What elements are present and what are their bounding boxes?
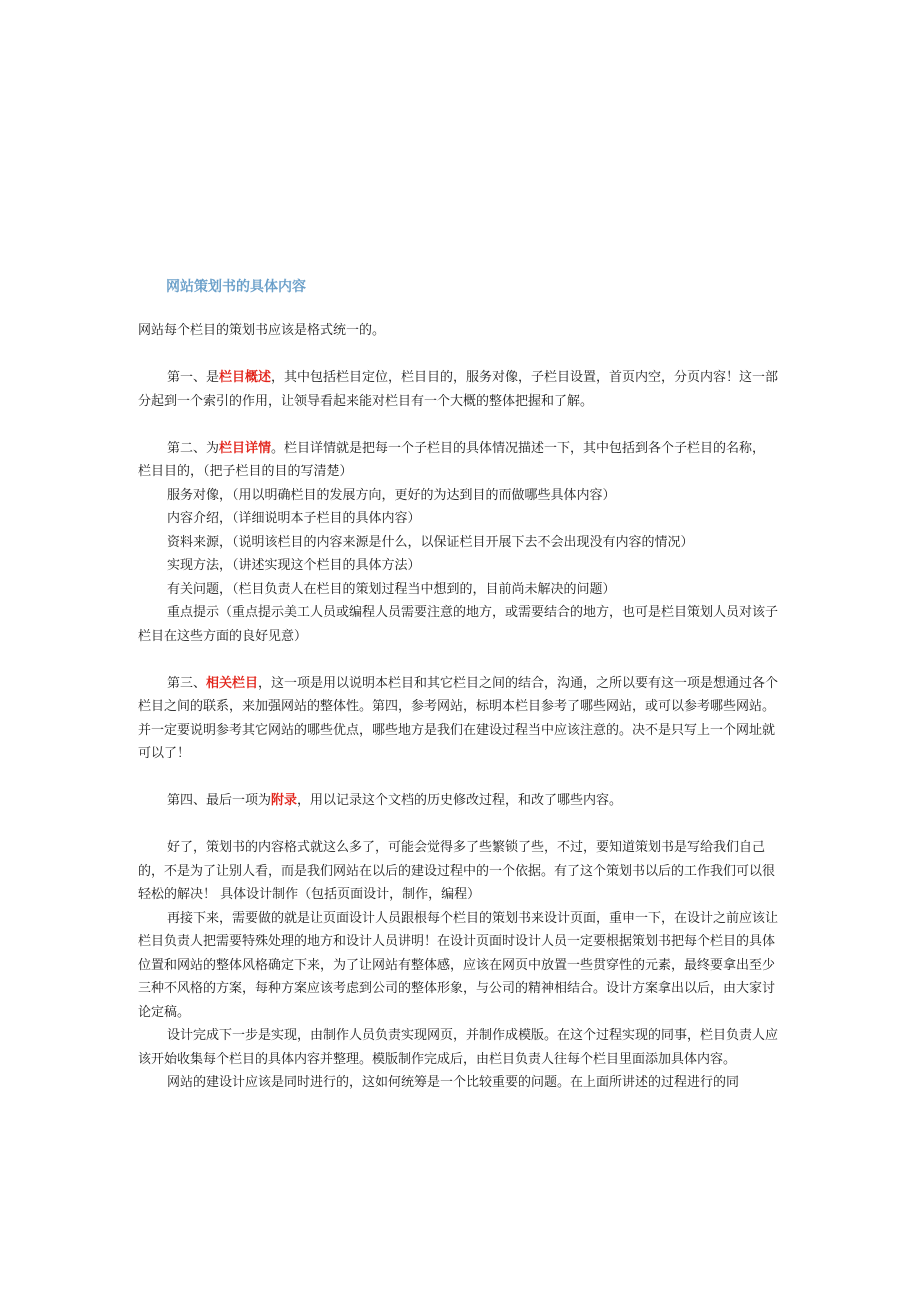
section-4-prefix: 第四、最后一项为 [167,793,272,808]
document-title: 网站策划书的具体内容 [166,279,306,295]
section-4-paragraph [138,789,784,813]
body-paragraph: 好了，策划书的内容格式就这么多了，可能会觉得多了些繁锁了些，不过，要知道策划书是写给我们自己的，不是为了让别人看，而是我们网站在以后的建设过程中的一个依据。有了这个策划书以后的工作我们可以很轻松的解决！ 具体设计制作（包括页面设计，制作，编程） [138,840,776,902]
spacer [138,766,784,790]
body-paragraph: 再接下来，需要做的就是让页面设计人员跟根每个栏目的策划书来设计页面，重申一下，在设计之前应该让栏目负责人把需要特殊处理的地方和设计人员讲明！在设计页面时设计人员一定要根据策划书把每个栏目的具体位置和网站的整体风格确定下来，为了让网站有整体感，应该在网页中放置一些贯穿性的元素，最终要拿出至少三种不风格的方案，每种方案应该考虑到公司的整体形象，与公司的精神相结合。设计方案拿出以后，由大家讨论定稿。 [138,910,779,1020]
section-2-item: 重点提示（重点提示美工人员或编程人员需要注意的地方，或需要结合的地方，也可是栏目策划人员对该子栏目在这些方面的良好见意） [138,605,779,644]
section-1-paragraph [138,366,784,413]
section-2-paragraph [138,437,784,461]
section-2-highlight: 栏目详情 [219,440,272,456]
section-2-text: 。栏目详情就是把每一个子栏目的具体情况描述一下，其中包括到各个子栏目的名称， [271,440,766,456]
section-1-highlight: 栏目概述 [219,370,272,385]
body-paragraph: 网站的建设计应该是同时进行的，这如何统筹是一个比较重要的问题。在上面所讲述的过程进行的同 [167,1075,740,1090]
intro-paragraph: 网站每个栏目的策划书应该是格式统一的。 [138,323,386,338]
body-paragraph: 设计完成下一步是实现，由制作人员负责实现网页，并制作成模版。在这个过程实现的同事，栏目负责人应该开始收集每个栏目的具体内容并整理。模版制作完成后，由栏目负责人往每个栏目里面添加具体内容。 [138,1028,779,1067]
section-2-purpose-line: 栏目目的，（把子栏目的目的写清楚） [138,464,353,479]
spacer [138,813,784,837]
section-2-item: 有关问题，（栏目负责人在栏目的策划过程当中想到的，目前尚未解决的问题） [167,581,616,597]
section-3-paragraph [138,672,784,766]
section-3-text: ，这一项是用以说明本栏目和其它栏目之间的结合，沟通，之所以要有这一项是想通过各个栏目之间的联系，来加强网站的整体性。第四，参考网站，标明本栏目参考了哪些网站，或可以参考哪些网站。并一定要说明参考其它网站的哪些优点，哪些地方是我们在建设过程当中应该注意的。决不是只写上一个网址就可以了！ [138,675,779,761]
section-3-highlight: 相关栏目 [206,675,259,691]
section-2-item: 实现方法，（讲述实现这个栏目的具体方法） [167,558,421,573]
section-2-item: 资料来源，（说明该栏目的内容来源是什么，以保证栏目开展下去不会出现没有内容的情况） [167,534,694,550]
section-2-prefix: 第二、为 [167,440,220,456]
section-1-text: ，其中包括栏目定位，栏目目的，服务对像，子栏目设置，首页内空，分页内容！这一部分起到一个索引的作用，让领导看起来能对栏目有一个大概的整体把握和了解。 [138,370,779,409]
document-body [138,319,784,1095]
section-1-prefix: 第一、是 [167,370,220,385]
section-2-item: 服务对像，（用以明确栏目的发展方向，更好的为达到目的而做哪些具体内容） [167,487,616,503]
spacer [138,343,784,367]
section-4-highlight: 附录 [271,793,298,808]
spacer [138,648,784,672]
section-3-prefix: 第三、 [167,675,207,691]
section-2-item: 内容介绍，（详细说明本子栏目的具体内容） [167,511,421,526]
section-4-text: ，用以记录这个文档的历史修改过程，和改了哪些内容。 [297,793,623,808]
spacer [138,413,784,437]
